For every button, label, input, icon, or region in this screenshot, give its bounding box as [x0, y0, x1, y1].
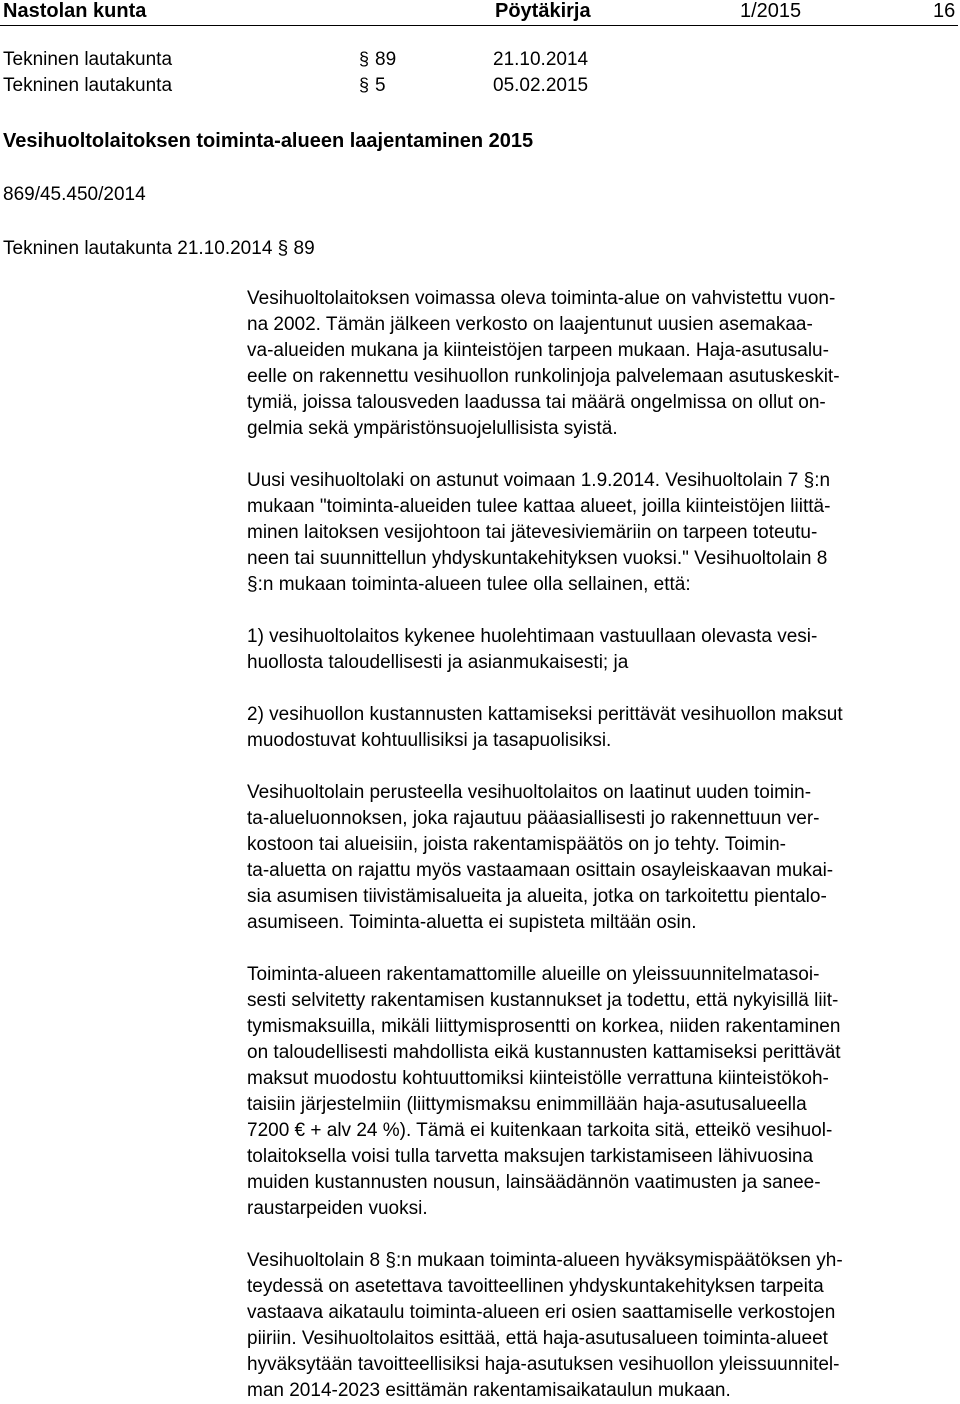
text-line: man 2014-2023 esittämän rakentamisaikataulun mukaan. [247, 1380, 731, 1401]
text-line: gelmia sekä ympäristönsuojelullisista syistä. [247, 418, 618, 439]
text-line: asumiseen. Toiminta-aluetta ei supisteta miltään osin. [247, 912, 697, 933]
text-line: Vesihuoltolain perusteella vesihuoltolaitos on laatinut uuden toimin- [247, 782, 812, 803]
paragraph [247, 702, 953, 754]
text-line: 2) vesihuollon kustannusten kattamiseksi perittävät vesihuollon maksut [247, 704, 843, 725]
text-line: muiden kustannusten nousun, lainsäädännön vaatimusten ja saneе- [247, 1172, 821, 1193]
text-line: eelle on rakennettu vesihuollon runkolinjoja palvelemaan asutuskeskit- [247, 366, 840, 387]
meeting-date: 05.02.2015 [493, 75, 589, 96]
meeting-body: Tekninen lautakunta [3, 75, 173, 96]
text-line: maksut muodostu kohtuuttomiksi kiinteistölle verrattuna kiinteistökoh- [247, 1068, 829, 1089]
meeting-section: § 5 [375, 75, 386, 97]
text-line: neen tai suunnittellun yhdyskuntakehityksen vuoksi." Vesihuoltolain 8 [247, 548, 828, 569]
text-line: on taloudellisesti mahdollista eikä kustannusten kattamiseksi perittävät [247, 1042, 841, 1063]
text-line: sesti selvitetty rakentamisen kustannukset ja todettu, että nykyisillä liit- [247, 990, 839, 1011]
text-line: va-alueiden mukana ja kiinteistöjen tarpeen mukaan. Haja-asutusalu- [247, 340, 829, 361]
document-number: 1/2015 [740, 0, 802, 22]
text-line: minen laitoksen vesijohtoon tai jätevesiviemäriin on tarpeen toteutu- [247, 522, 818, 543]
paragraph [247, 468, 953, 598]
document-type: Pöytäkirja [495, 0, 591, 22]
text-line: Vesihuoltolaitoksen voimassa oleva toiminta-alue on vahvistettu vuon- [247, 288, 836, 309]
text-line: Uusi vesihuoltolaki on astunut voimaan 1.9.2014. Vesihuoltolain 7 §:n [247, 470, 831, 491]
text-line: ta-aluetta on rajattu myös vastaamaan osittain osayleiskaavan mukai- [247, 860, 834, 881]
diary-number: 869/45.450/2014 [3, 184, 146, 205]
session-heading: Tekninen lautakunta 21.10.2014 § 89 [3, 238, 315, 259]
meeting-date: 21.10.2014 [493, 49, 589, 70]
paragraph [247, 286, 953, 442]
text-line: tolaitoksella voisi tulla tarvetta maksujen tarkistamiseen lähivuosina [247, 1146, 814, 1167]
text-line: hyväksytään tavoitteellisiksi haja-asutuksen vesihuollon yleissuunnitel- [247, 1354, 840, 1375]
page-number: 16 [933, 0, 956, 22]
document-title: Vesihuoltolaitoksen toiminta-alueen laajentaminen 2015 [3, 130, 534, 152]
text-line: sia asumisen tiivistämisalueita ja alueita, jotka on tarkoitettu pientalo- [247, 886, 827, 907]
text-line: vastaava aikataulu toiminta-alueen eri osien saattamiselle verkostojen [247, 1302, 836, 1323]
paragraph [247, 962, 953, 1222]
text-line: 7200 € + alv 24 %). Tämä ei kuitenkaan tarkoita sitä, etteikö vesihuol- [247, 1120, 833, 1141]
paragraph [247, 624, 953, 676]
text-line: Vesihuoltolain 8 §:n mukaan toiminta-alueen hyväksymispäätöksen yh- [247, 1250, 843, 1271]
text-line: mukaan "toiminta-alueiden tulee kattaa alueet, joilla kiinteistöjen liittä- [247, 496, 831, 517]
paragraph [247, 1248, 953, 1404]
text-line: kostoon tai alueisiin, joista rakentamispäätös on jo tehty. Toimin- [247, 834, 786, 855]
meeting-section: § 89 [375, 49, 396, 71]
text-line: §:n mukaan toiminta-alueen tulee olla sellainen, että: [247, 574, 691, 595]
text-line: piiriin. Vesihuoltolaitos esittää, että haja-asutusalueen toiminta-alueet [247, 1328, 828, 1349]
text-line: muodostuvat kohtuullisiksi ja tasapuolisiksi. [247, 730, 612, 751]
meeting-row [3, 75, 903, 99]
text-line: ta-alueluonnoksen, joka rajautuu pääasiallisesti jo rakennettuun ver- [247, 808, 820, 829]
text-line: Toiminta-alueen rakentamattomille alueille on yleissuunnitelmatasoi- [247, 964, 820, 985]
text-line: taisiin järjestelmiin (liittymismaksu enimmillään haja-asutusalueella [247, 1094, 807, 1115]
text-line: na 2002. Tämän jälkeen verkosto on laajentunut uusien asemakaa- [247, 314, 813, 335]
text-line: teydessä on asetettava tavoitteellinen yhdyskuntakehityksen tarpeita [247, 1276, 824, 1297]
meeting-row [3, 49, 903, 73]
text-line: tymiä, joissa talousveden laadussa tai määrä ongelmissa on ollut on- [247, 392, 826, 413]
text-line: huollosta taloudellisesti ja asianmukaisesti; ja [247, 652, 629, 673]
meeting-body: Tekninen lautakunta [3, 49, 173, 70]
header-rule [0, 25, 958, 26]
paragraph [247, 780, 953, 936]
organization-name: Nastolan kunta [3, 0, 147, 22]
text-line: tymismaksuilla, mikäli liittymisprosentti on korkea, niiden rakentaminen [247, 1016, 841, 1037]
text-line: raustarpeiden vuoksi. [247, 1198, 428, 1219]
page-header [0, 0, 960, 26]
text-line: 1) vesihuoltolaitos kykenee huolehtimaan vastuullaan olevasta vesi- [247, 626, 818, 647]
